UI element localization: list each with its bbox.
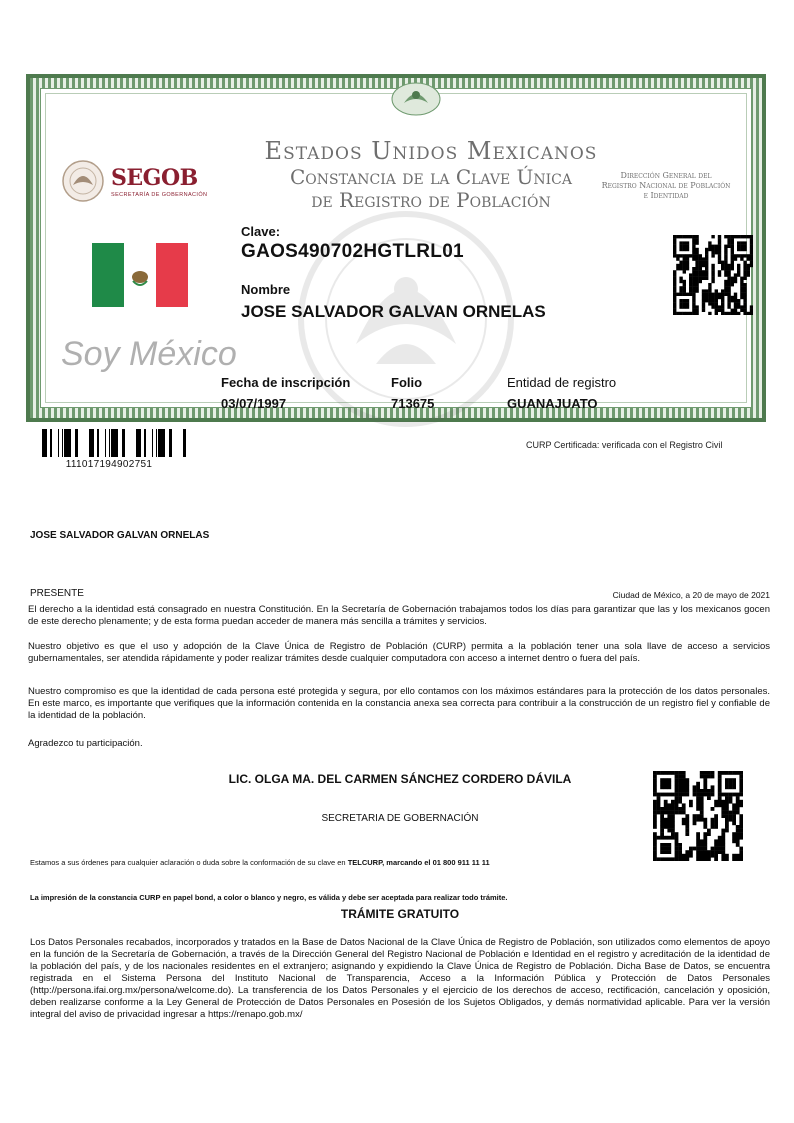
- print-validity-notice: La impresión de la constancia CURP en papel bond, a color o blanco y negro, es válida y debe ser aceptada para realizar todo trámite.: [30, 893, 508, 902]
- signature-qr-code-icon: [653, 771, 743, 861]
- signer-name: LIC. OLGA MA. DEL CARMEN SÁNCHEZ CORDERO DÁVILA: [228, 772, 572, 786]
- nombre-label: Nombre: [241, 282, 291, 297]
- letter-paragraph: El derecho a la identidad está consagrado en nuestra Constitución. En la Secretaría de Gobernación trabajamos todos los días para garantizar que las y los mexicanos gocen de este derecho plenamente; y de esta forma puedan acceder de manera más sencilla a trámites y servicios.: [28, 604, 770, 627]
- telcurp-phone: TELCURP, marcando el 01 800 911 11 11: [347, 858, 490, 867]
- soy-mexico-slogan: Soy México: [61, 335, 237, 373]
- signer-title: SECRETARIA DE GOBERNACIÓN: [321, 813, 479, 824]
- certificate-body: [40, 88, 752, 411]
- clave-label: Clave:: [241, 224, 281, 239]
- privacy-notice: Los Datos Personales recabados, incorporados y tratados en la Base de Datos Nacional de la Clave Única de Registro de Población, son utilizados como elementos de apoyo en la función de la Secretaría de Gobernación, a través de la Dirección General del Registro Nacional de Población e Identidad en el registro y acreditación de la identidad de la población del país, y de los nacionales residentes en el extranjero; asignando y expidiendo la Clave Única de Registro de Población. Dicha Base de Datos, se encuentra registrada en el Sistema Persona del Instituto Nacional de Transparencia, Acceso a la Información Pública y Protección de Datos Personales (http://persona.ifai.org.mx/persona/welcome.do). La transferencia de los Datos Personales y el ejercicio de los derechos de acceso, rectificación, cancelación y oposición, deben realizarse conforme a la Ley General de Protección de Datos Personales en Posesión de los Sujetos Obligados, y demás normatividad aplicable. Para ver la versión integral del aviso de privacidad ingresar a https://renapo.gob.mx/: [30, 937, 770, 1020]
- folio-value: 713675: [391, 396, 435, 411]
- folio-label: Folio: [391, 375, 423, 390]
- segob-logo-text: SEGOB: [111, 165, 198, 191]
- letter-presente: PRESENTE: [30, 588, 84, 599]
- entidad-registro-label: Entidad de registro: [507, 375, 617, 390]
- fecha-inscripcion-value: 03/07/1997: [221, 396, 287, 411]
- segob-seal-icon: [61, 159, 105, 203]
- letter-recipient: JOSE SALVADOR GALVAN ORNELAS: [30, 530, 210, 541]
- entidad-registro-value: GUANAJUATO: [507, 396, 598, 411]
- fecha-inscripcion-label: Fecha de inscripción: [221, 375, 351, 390]
- letter-closing: Agradezco tu participación.: [28, 738, 143, 749]
- free-procedure-notice: TRÁMITE GRATUITO: [340, 907, 460, 921]
- curp-certificate: [26, 74, 766, 422]
- title-constancia: Constancia de la Clave Única: [290, 165, 572, 189]
- agency-name: Dirección General del Registro Nacional de Población e Identidad: [601, 171, 731, 200]
- nombre-value: JOSE SALVADOR GALVAN ORNELAS: [241, 302, 546, 321]
- letter-paragraph: Nuestro compromiso es que la identidad de cada persona esté protegida y segura, por ello contamos con los máximos estándares para la protección de los datos personales. En este marco, es importante que verifiques que la información contenida en la constancia anexa sea correcta para contribuir a la construcción de un registro fiel y confiable de la identidad de la población.: [28, 686, 770, 721]
- segob-subtitle: SECRETARÍA DE GOBERNACIÓN: [111, 192, 208, 198]
- clave-value: GAOS490702HGTLRL01: [241, 241, 464, 262]
- letter-paragraph: Nuestro objetivo es que el uso y adopción de la Clave Única de Registro de Población (CURP) permita a la población tener una sola llave de acceso a servicios gubernamentales, ser atendida rápidamente y poder realizar trámites desde cualquier computadora con acceso a internet dentro o fuera del país.: [28, 641, 770, 664]
- letter-place-date: Ciudad de México, a 20 de mayo de 2021: [612, 590, 770, 600]
- title-registro: de Registro de Población: [311, 188, 551, 212]
- mexico-flag-icon: [92, 243, 188, 307]
- barcode-number: 111017194902751: [65, 459, 153, 470]
- title-estados-unidos: Estados Unidos Mexicanos: [264, 137, 598, 165]
- certificate-qr-code-icon: [673, 235, 753, 315]
- national-seal-icon: [386, 81, 446, 121]
- contact-notice: Estamos a sus órdenes para cualquier aclaración o duda sobre la conformación de su clave en TELCURP, marcando el 01 800 911 11 11: [30, 858, 490, 867]
- barcode-icon: [32, 429, 186, 457]
- curp-certified-status: CURP Certificada: verificada con el Registro Civil: [526, 440, 723, 450]
